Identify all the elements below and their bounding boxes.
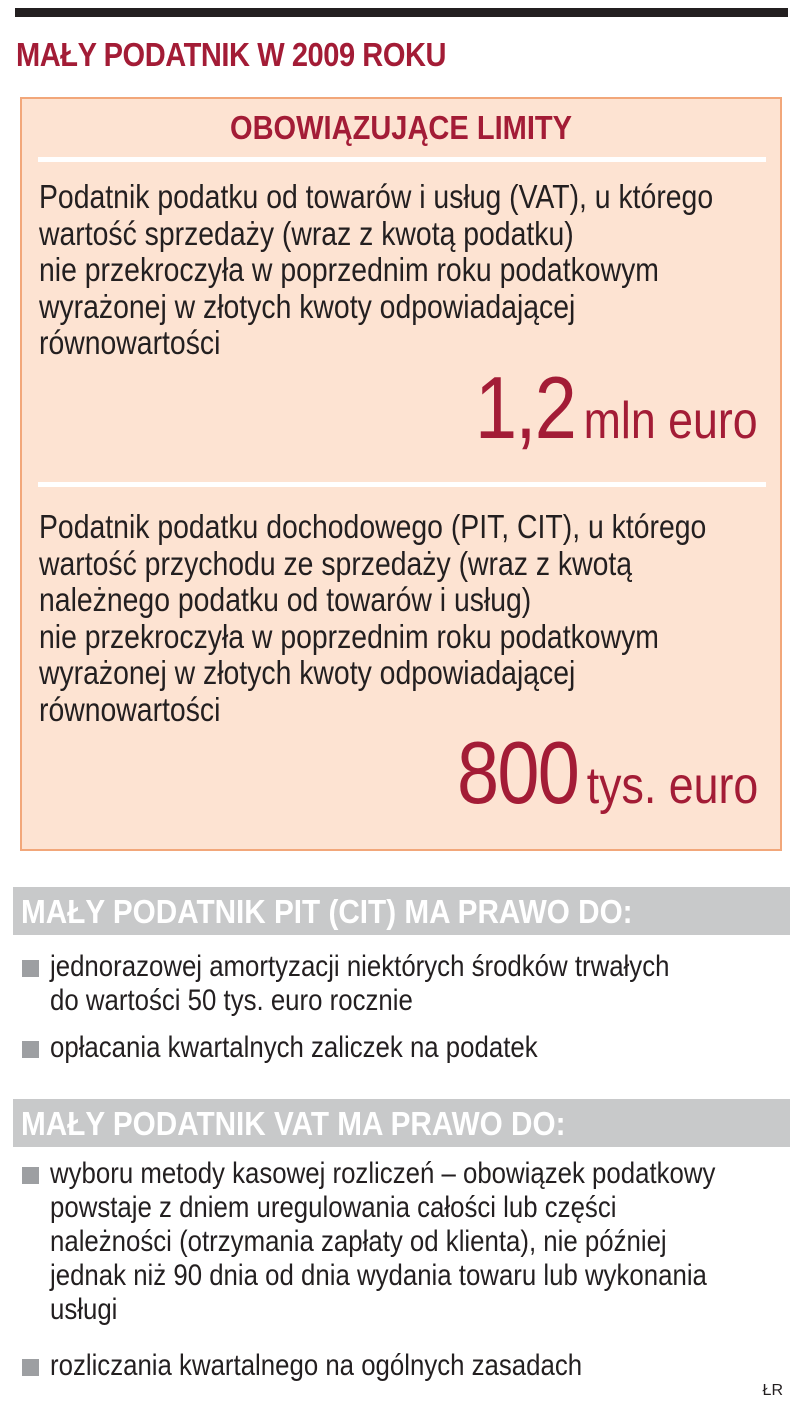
author-credit: ŁR [762, 1382, 783, 1399]
pit-right-text: opłacania kwartalnych zaliczek na podatek [50, 1031, 538, 1064]
limits-box [20, 97, 782, 851]
vat-limit-amount [475, 357, 758, 459]
vat-limit-value: 1,2 [475, 358, 576, 457]
limits-heading: OBOWIĄZUJĄCE LIMITY [229, 109, 573, 146]
pit-cit-limit-description: Podatnik podatku dochodowego (PIT, CIT), u którego wartość przychodu ze sprzedaży (wraz z kwotą należnego podatku od towarów i usług) nie przekroczyła w poprzednim roku podatkowym wyrażonej w złotych kwoty odpowiadającej równowartości [39, 508, 707, 728]
vat-right-text: wyboru metody kasowej rozliczeń – obowiązek podatkowy powstaje z dniem uregulowania całości lub części należności (otrzymania zapłaty od klienta), nie później jednak niż 90 dnia od dnia wydania towaru lub wykonania usługi [50, 1157, 716, 1326]
pit-rights-header [13, 887, 790, 935]
vat-limit-unit: mln euro [584, 392, 758, 450]
page-title: MAŁY PODATNIK W 2009 ROKU [16, 36, 447, 73]
limits-divider-top [38, 157, 766, 162]
square-bullet-icon [22, 1359, 39, 1376]
square-bullet-icon [22, 960, 39, 977]
square-bullet-icon [22, 1167, 39, 1184]
pit-rights-heading: MAŁY PODATNIK PIT (CIT) MA PRAWO DO: [21, 893, 633, 930]
pit-cit-limit-amount [457, 722, 758, 824]
limits-divider-middle [38, 482, 766, 487]
vat-rights-header [13, 1099, 790, 1147]
pit-cit-limit-value: 800 [456, 723, 578, 822]
pit-right-text: jednorazowej amortyzacji niektórych środków trwałych do wartości 50 tys. euro rocznie [50, 950, 670, 1017]
vat-right-text: rozliczania kwartalnego na ogólnych zasadach [50, 1349, 583, 1382]
vat-limit-description: Podatnik podatku od towarów i usług (VAT), u którego wartość sprzedaży (wraz z kwotą podatku) nie przekroczyła w poprzednim roku podatkowym wyrażonej w złotych kwoty odpowiadającej równowartości [39, 178, 714, 361]
square-bullet-icon [22, 1041, 39, 1058]
top-rule [15, 8, 788, 17]
vat-rights-heading: MAŁY PODATNIK VAT MA PRAWO DO: [21, 1105, 566, 1142]
pit-cit-limit-unit: tys. euro [586, 757, 758, 815]
